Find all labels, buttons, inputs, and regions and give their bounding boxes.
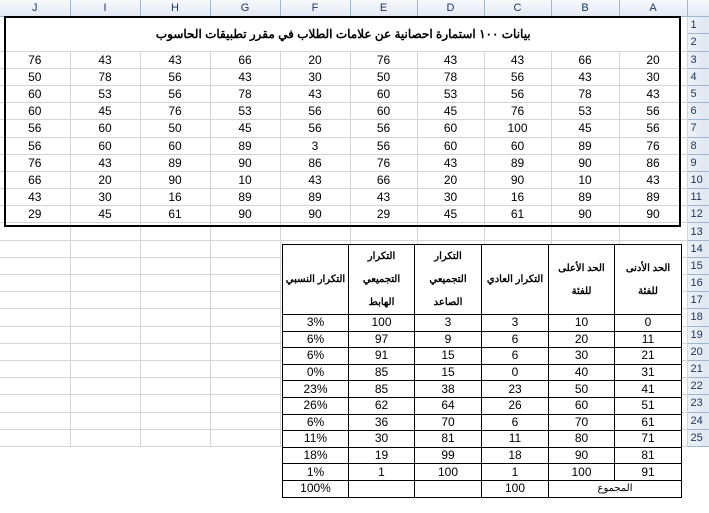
column-header[interactable]: H: [140, 0, 210, 17]
data-cell[interactable]: 43: [280, 85, 350, 102]
data-cell[interactable]: 20: [619, 51, 687, 68]
data-cell[interactable]: 43: [551, 68, 619, 85]
freq-cell[interactable]: 36: [349, 414, 415, 431]
empty-cell[interactable]: [70, 343, 140, 360]
total-ascending-cell[interactable]: [415, 480, 482, 497]
empty-cell[interactable]: [551, 223, 619, 240]
freq-cell[interactable]: 85: [349, 381, 415, 398]
freq-cell[interactable]: 26: [482, 397, 549, 414]
column-header-row: [0, 0, 709, 17]
data-cell[interactable]: 20: [280, 51, 350, 68]
freq-cell[interactable]: 64: [415, 397, 482, 414]
row-header[interactable]: 13: [687, 223, 709, 240]
data-cell[interactable]: 76: [619, 137, 687, 154]
row-header[interactable]: 9: [687, 154, 709, 171]
empty-cell[interactable]: [140, 378, 210, 395]
empty-cell[interactable]: [140, 223, 210, 240]
freq-cell[interactable]: 3: [482, 315, 549, 332]
freq-cell[interactable]: 10: [549, 315, 615, 332]
column-header[interactable]: D: [417, 0, 484, 17]
freq-cell[interactable]: 18: [482, 447, 549, 464]
column-header[interactable]: B: [551, 0, 619, 17]
data-cell[interactable]: 30: [280, 68, 350, 85]
column-header[interactable]: G: [210, 0, 280, 17]
data-cell[interactable]: 10: [551, 171, 619, 188]
freq-cell[interactable]: 0: [482, 364, 549, 381]
freq-cell[interactable]: 60: [549, 397, 615, 414]
freq-cell[interactable]: 61: [615, 414, 682, 431]
freq-header-cell[interactable]: التكرار التجميعي الصاعد: [415, 245, 482, 315]
data-cell[interactable]: 43: [70, 154, 140, 171]
row-header[interactable]: 11: [687, 189, 709, 206]
freq-cell[interactable]: 99: [415, 447, 482, 464]
data-cell[interactable]: 90: [619, 206, 687, 223]
freq-row: [283, 364, 682, 381]
data-cell[interactable]: 29: [350, 206, 417, 223]
freq-cell[interactable]: 1: [349, 464, 415, 481]
data-cell[interactable]: 43: [417, 51, 484, 68]
empty-cell[interactable]: [210, 378, 280, 395]
freq-cell[interactable]: 11: [615, 331, 682, 348]
row-header[interactable]: 10: [687, 171, 709, 188]
empty-cell[interactable]: [0, 343, 70, 360]
empty-cell[interactable]: [210, 412, 280, 429]
empty-cell[interactable]: [210, 240, 280, 257]
data-cell[interactable]: 53: [551, 103, 619, 120]
freq-cell[interactable]: 1%: [283, 464, 349, 481]
freq-cell[interactable]: 6%: [283, 348, 349, 365]
data-cell[interactable]: 78: [551, 85, 619, 102]
freq-cell[interactable]: 80: [549, 431, 615, 448]
data-cell[interactable]: 90: [140, 171, 210, 188]
empty-cell[interactable]: [0, 360, 70, 377]
data-cell[interactable]: 90: [484, 171, 551, 188]
freq-cell[interactable]: 90: [549, 447, 615, 464]
column-header[interactable]: J: [0, 0, 70, 17]
data-cell[interactable]: 61: [140, 206, 210, 223]
row-header[interactable]: 25: [687, 429, 709, 446]
empty-cell[interactable]: [70, 412, 140, 429]
freq-cell[interactable]: 11%: [283, 431, 349, 448]
freq-row: [283, 331, 682, 348]
row-header[interactable]: 7: [687, 120, 709, 137]
freq-row: [283, 414, 682, 431]
data-cell[interactable]: 90: [551, 154, 619, 171]
empty-cell[interactable]: [70, 223, 140, 240]
freq-cell[interactable]: 91: [615, 464, 682, 481]
freq-row: [283, 348, 682, 365]
empty-cell[interactable]: [0, 223, 70, 240]
empty-cell[interactable]: [417, 223, 484, 240]
data-cell[interactable]: 66: [210, 51, 280, 68]
empty-cell[interactable]: [70, 395, 140, 412]
row-header[interactable]: 8: [687, 137, 709, 154]
data-cell[interactable]: 56: [280, 120, 350, 137]
freq-cell[interactable]: 97: [349, 331, 415, 348]
freq-cell[interactable]: 30: [549, 348, 615, 365]
data-cell[interactable]: 3: [280, 137, 350, 154]
data-cell[interactable]: 45: [70, 103, 140, 120]
freq-cell[interactable]: 15: [415, 348, 482, 365]
data-cell[interactable]: 60: [70, 120, 140, 137]
data-cell[interactable]: 60: [417, 120, 484, 137]
data-cell[interactable]: 43: [0, 189, 70, 206]
empty-cell[interactable]: [140, 292, 210, 309]
freq-row: [283, 431, 682, 448]
total-label-cell[interactable]: المجموع: [549, 480, 682, 497]
data-cell[interactable]: 66: [350, 171, 417, 188]
freq-row: [283, 447, 682, 464]
empty-cell[interactable]: [0, 309, 70, 326]
data-cell[interactable]: 66: [551, 51, 619, 68]
freq-row: [283, 464, 682, 481]
data-cell[interactable]: 30: [619, 68, 687, 85]
data-cell[interactable]: 60: [0, 85, 70, 102]
sheet-row: [0, 68, 709, 85]
data-cell[interactable]: 90: [210, 154, 280, 171]
freq-row: [283, 381, 682, 398]
data-cell[interactable]: 60: [0, 103, 70, 120]
sheet-row: [0, 103, 709, 120]
freq-header-cell[interactable]: الحد الأعلى للفئة: [549, 245, 615, 315]
data-cell[interactable]: 89: [280, 189, 350, 206]
data-cell[interactable]: 90: [210, 206, 280, 223]
row-header[interactable]: 21: [687, 360, 709, 377]
data-cell[interactable]: 90: [280, 206, 350, 223]
empty-cell[interactable]: [70, 429, 140, 446]
freq-cell[interactable]: 51: [615, 397, 682, 414]
empty-cell[interactable]: [0, 275, 70, 292]
empty-cell[interactable]: [484, 223, 551, 240]
empty-cell[interactable]: [70, 275, 140, 292]
data-cell[interactable]: 53: [210, 103, 280, 120]
empty-cell[interactable]: [70, 240, 140, 257]
empty-cell[interactable]: [0, 395, 70, 412]
sheet-row: [0, 51, 709, 68]
total-descending-cell[interactable]: [349, 480, 415, 497]
freq-cell[interactable]: 81: [415, 431, 482, 448]
data-cell[interactable]: 56: [0, 137, 70, 154]
frequency-table: [282, 244, 682, 498]
data-cell[interactable]: 56: [350, 137, 417, 154]
total-relative-cell[interactable]: 100%: [283, 480, 349, 497]
freq-cell[interactable]: 41: [615, 381, 682, 398]
data-cell[interactable]: 30: [70, 189, 140, 206]
data-cell[interactable]: 61: [484, 206, 551, 223]
sheet-row: [0, 154, 709, 171]
data-cell[interactable]: 20: [70, 171, 140, 188]
data-cell[interactable]: 60: [350, 85, 417, 102]
data-cell[interactable]: 78: [210, 85, 280, 102]
empty-cell[interactable]: [280, 223, 350, 240]
freq-row: [283, 397, 682, 414]
freq-cell[interactable]: 0%: [283, 364, 349, 381]
column-header[interactable]: F: [280, 0, 350, 17]
empty-cell[interactable]: [619, 223, 687, 240]
empty-cell[interactable]: [210, 429, 280, 446]
data-cell[interactable]: 89: [619, 189, 687, 206]
row-header[interactable]: 20: [687, 343, 709, 360]
empty-cell[interactable]: [210, 223, 280, 240]
freq-cell[interactable]: 70: [415, 414, 482, 431]
freq-cell[interactable]: 71: [615, 431, 682, 448]
row-header[interactable]: 14: [687, 240, 709, 257]
data-cell[interactable]: 86: [619, 154, 687, 171]
data-cell[interactable]: 76: [0, 51, 70, 68]
empty-cell[interactable]: [140, 275, 210, 292]
empty-cell[interactable]: [140, 326, 210, 343]
freq-header-cell[interactable]: الحد الأدنى للفئة: [615, 245, 682, 315]
empty-cell[interactable]: [0, 378, 70, 395]
row-header[interactable]: 23: [687, 395, 709, 412]
empty-cell[interactable]: [210, 395, 280, 412]
empty-cell[interactable]: [210, 309, 280, 326]
data-cell[interactable]: 45: [70, 206, 140, 223]
empty-cell[interactable]: [210, 326, 280, 343]
column-header[interactable]: C: [484, 0, 551, 17]
empty-cell[interactable]: [0, 257, 70, 274]
freq-cell[interactable]: 3: [415, 315, 482, 332]
sheet-row: [0, 223, 709, 240]
freq-cell[interactable]: 38: [415, 381, 482, 398]
data-cell[interactable]: 76: [350, 51, 417, 68]
empty-cell[interactable]: [0, 240, 70, 257]
data-cell[interactable]: 30: [417, 189, 484, 206]
freq-cell[interactable]: 18%: [283, 447, 349, 464]
sheet-title[interactable]: بيانات ١٠٠ استمارة احصانية عن علامات الطلاب في مقرر تطبيقات الحاسوب: [0, 17, 687, 51]
row-header[interactable]: 16: [687, 275, 709, 292]
freq-cell[interactable]: 0: [615, 315, 682, 332]
freq-header-row: [283, 245, 682, 315]
freq-cell[interactable]: 15: [415, 364, 482, 381]
empty-cell[interactable]: [140, 309, 210, 326]
data-cell[interactable]: 60: [140, 137, 210, 154]
row-header[interactable]: 6: [687, 103, 709, 120]
data-cell[interactable]: 78: [417, 68, 484, 85]
freq-cell[interactable]: 3%: [283, 315, 349, 332]
freq-cell[interactable]: 31: [615, 364, 682, 381]
empty-cell[interactable]: [140, 360, 210, 377]
freq-cell[interactable]: 11: [482, 431, 549, 448]
sheet-row: [0, 85, 709, 102]
total-frequency-cell[interactable]: 100: [482, 480, 549, 497]
freq-header-cell[interactable]: التكرار العادي: [482, 245, 549, 315]
freq-cell[interactable]: 100: [415, 464, 482, 481]
data-cell[interactable]: 60: [350, 103, 417, 120]
data-cell[interactable]: 43: [140, 51, 210, 68]
data-cell[interactable]: 89: [210, 137, 280, 154]
data-cell[interactable]: 43: [619, 171, 687, 188]
data-cell[interactable]: 89: [484, 154, 551, 171]
freq-cell[interactable]: 85: [349, 364, 415, 381]
empty-cell[interactable]: [210, 360, 280, 377]
empty-cell[interactable]: [140, 429, 210, 446]
empty-cell[interactable]: [210, 275, 280, 292]
freq-cell[interactable]: 23%: [283, 381, 349, 398]
freq-cell[interactable]: 100: [349, 315, 415, 332]
row-header[interactable]: 1: [687, 17, 709, 34]
freq-cell[interactable]: 6%: [283, 414, 349, 431]
data-cell[interactable]: 50: [140, 120, 210, 137]
data-cell[interactable]: 43: [417, 154, 484, 171]
empty-cell[interactable]: [0, 326, 70, 343]
freq-cell[interactable]: 6: [482, 414, 549, 431]
freq-cell[interactable]: 6: [482, 331, 549, 348]
data-cell[interactable]: 60: [484, 137, 551, 154]
empty-cell[interactable]: [210, 343, 280, 360]
row-header[interactable]: 17: [687, 292, 709, 309]
empty-cell[interactable]: [140, 257, 210, 274]
freq-cell[interactable]: 20: [549, 331, 615, 348]
empty-cell[interactable]: [70, 292, 140, 309]
freq-cell[interactable]: 6%: [283, 331, 349, 348]
freq-cell[interactable]: 91: [349, 348, 415, 365]
sheet-row: [0, 17, 709, 34]
data-cell[interactable]: 43: [350, 189, 417, 206]
sheet-row: [0, 171, 709, 188]
data-cell[interactable]: 45: [551, 120, 619, 137]
freq-cell[interactable]: 81: [615, 447, 682, 464]
data-cell[interactable]: 10: [210, 171, 280, 188]
row-header[interactable]: 22: [687, 378, 709, 395]
data-cell[interactable]: 50: [0, 68, 70, 85]
empty-cell[interactable]: [140, 395, 210, 412]
data-cell[interactable]: 89: [551, 137, 619, 154]
column-header[interactable]: I: [70, 0, 140, 17]
freq-header-cell[interactable]: التكرار التجميعي الهابط: [349, 245, 415, 315]
data-cell[interactable]: 76: [0, 154, 70, 171]
empty-cell[interactable]: [70, 378, 140, 395]
empty-cell[interactable]: [0, 429, 70, 446]
data-cell[interactable]: 56: [619, 103, 687, 120]
data-cell[interactable]: 60: [417, 137, 484, 154]
sheet-row: [0, 189, 709, 206]
row-header[interactable]: 19: [687, 326, 709, 343]
sheet-row: [0, 137, 709, 154]
data-cell[interactable]: 53: [417, 85, 484, 102]
row-header[interactable]: 4: [687, 68, 709, 85]
empty-cell[interactable]: [140, 412, 210, 429]
empty-cell[interactable]: [0, 412, 70, 429]
data-cell[interactable]: 76: [140, 103, 210, 120]
empty-cell[interactable]: [70, 309, 140, 326]
row-header[interactable]: 24: [687, 412, 709, 429]
freq-cell[interactable]: 70: [549, 414, 615, 431]
freq-row: [283, 315, 682, 332]
freq-cell[interactable]: 1: [482, 464, 549, 481]
empty-cell[interactable]: [70, 257, 140, 274]
data-cell[interactable]: 56: [484, 68, 551, 85]
empty-cell[interactable]: [210, 257, 280, 274]
freq-cell[interactable]: 23: [482, 381, 549, 398]
data-cell[interactable]: 66: [0, 171, 70, 188]
data-cell[interactable]: 43: [280, 171, 350, 188]
select-all-corner[interactable]: [687, 0, 709, 17]
data-cell[interactable]: 53: [70, 85, 140, 102]
empty-cell[interactable]: [140, 240, 210, 257]
empty-cell[interactable]: [70, 326, 140, 343]
freq-cell[interactable]: 50: [549, 381, 615, 398]
empty-cell[interactable]: [70, 360, 140, 377]
data-cell[interactable]: 100: [484, 120, 551, 137]
row-header[interactable]: 3: [687, 51, 709, 68]
data-cell[interactable]: 76: [350, 154, 417, 171]
data-cell[interactable]: 89: [210, 189, 280, 206]
empty-cell[interactable]: [140, 343, 210, 360]
data-cell[interactable]: 43: [484, 51, 551, 68]
freq-cell[interactable]: 62: [349, 397, 415, 414]
empty-cell[interactable]: [210, 292, 280, 309]
data-cell[interactable]: 43: [210, 68, 280, 85]
data-cell[interactable]: 76: [484, 103, 551, 120]
data-cell[interactable]: 43: [619, 85, 687, 102]
data-cell[interactable]: 45: [210, 120, 280, 137]
data-cell[interactable]: 56: [619, 120, 687, 137]
data-cell[interactable]: 56: [140, 85, 210, 102]
data-cell[interactable]: 45: [417, 206, 484, 223]
data-cell[interactable]: 43: [70, 51, 140, 68]
row-header[interactable]: 15: [687, 257, 709, 274]
data-cell[interactable]: 50: [350, 68, 417, 85]
data-cell[interactable]: 20: [417, 171, 484, 188]
data-cell[interactable]: 16: [484, 189, 551, 206]
freq-cell[interactable]: 6: [482, 348, 549, 365]
data-cell[interactable]: 89: [551, 189, 619, 206]
data-cell[interactable]: 90: [551, 206, 619, 223]
data-cell[interactable]: 78: [70, 68, 140, 85]
freq-cell[interactable]: 21: [615, 348, 682, 365]
data-cell[interactable]: 89: [140, 154, 210, 171]
column-header[interactable]: E: [350, 0, 417, 17]
data-cell[interactable]: 56: [350, 120, 417, 137]
data-cell[interactable]: 56: [484, 85, 551, 102]
data-cell[interactable]: 86: [280, 154, 350, 171]
row-header[interactable]: 12: [687, 206, 709, 223]
sheet-row: [0, 120, 709, 137]
row-header[interactable]: 2: [687, 34, 709, 51]
empty-cell[interactable]: [350, 223, 417, 240]
empty-cell[interactable]: [0, 292, 70, 309]
freq-header-cell[interactable]: التكرار النسبي: [283, 245, 349, 315]
data-cell[interactable]: 56: [140, 68, 210, 85]
freq-total-row: [283, 480, 682, 497]
data-cell[interactable]: 45: [417, 103, 484, 120]
data-cell[interactable]: 60: [70, 137, 140, 154]
freq-cell[interactable]: 100: [549, 464, 615, 481]
row-header[interactable]: 5: [687, 85, 709, 102]
data-cell[interactable]: 56: [0, 120, 70, 137]
data-cell[interactable]: 29: [0, 206, 70, 223]
data-cell[interactable]: 56: [280, 103, 350, 120]
freq-cell[interactable]: 40: [549, 364, 615, 381]
row-header[interactable]: 18: [687, 309, 709, 326]
freq-cell[interactable]: 30: [349, 431, 415, 448]
freq-cell[interactable]: 26%: [283, 397, 349, 414]
freq-cell[interactable]: 9: [415, 331, 482, 348]
freq-cell[interactable]: 19: [349, 447, 415, 464]
column-header[interactable]: A: [619, 0, 687, 17]
data-cell[interactable]: 16: [140, 189, 210, 206]
sheet-row: [0, 206, 709, 223]
